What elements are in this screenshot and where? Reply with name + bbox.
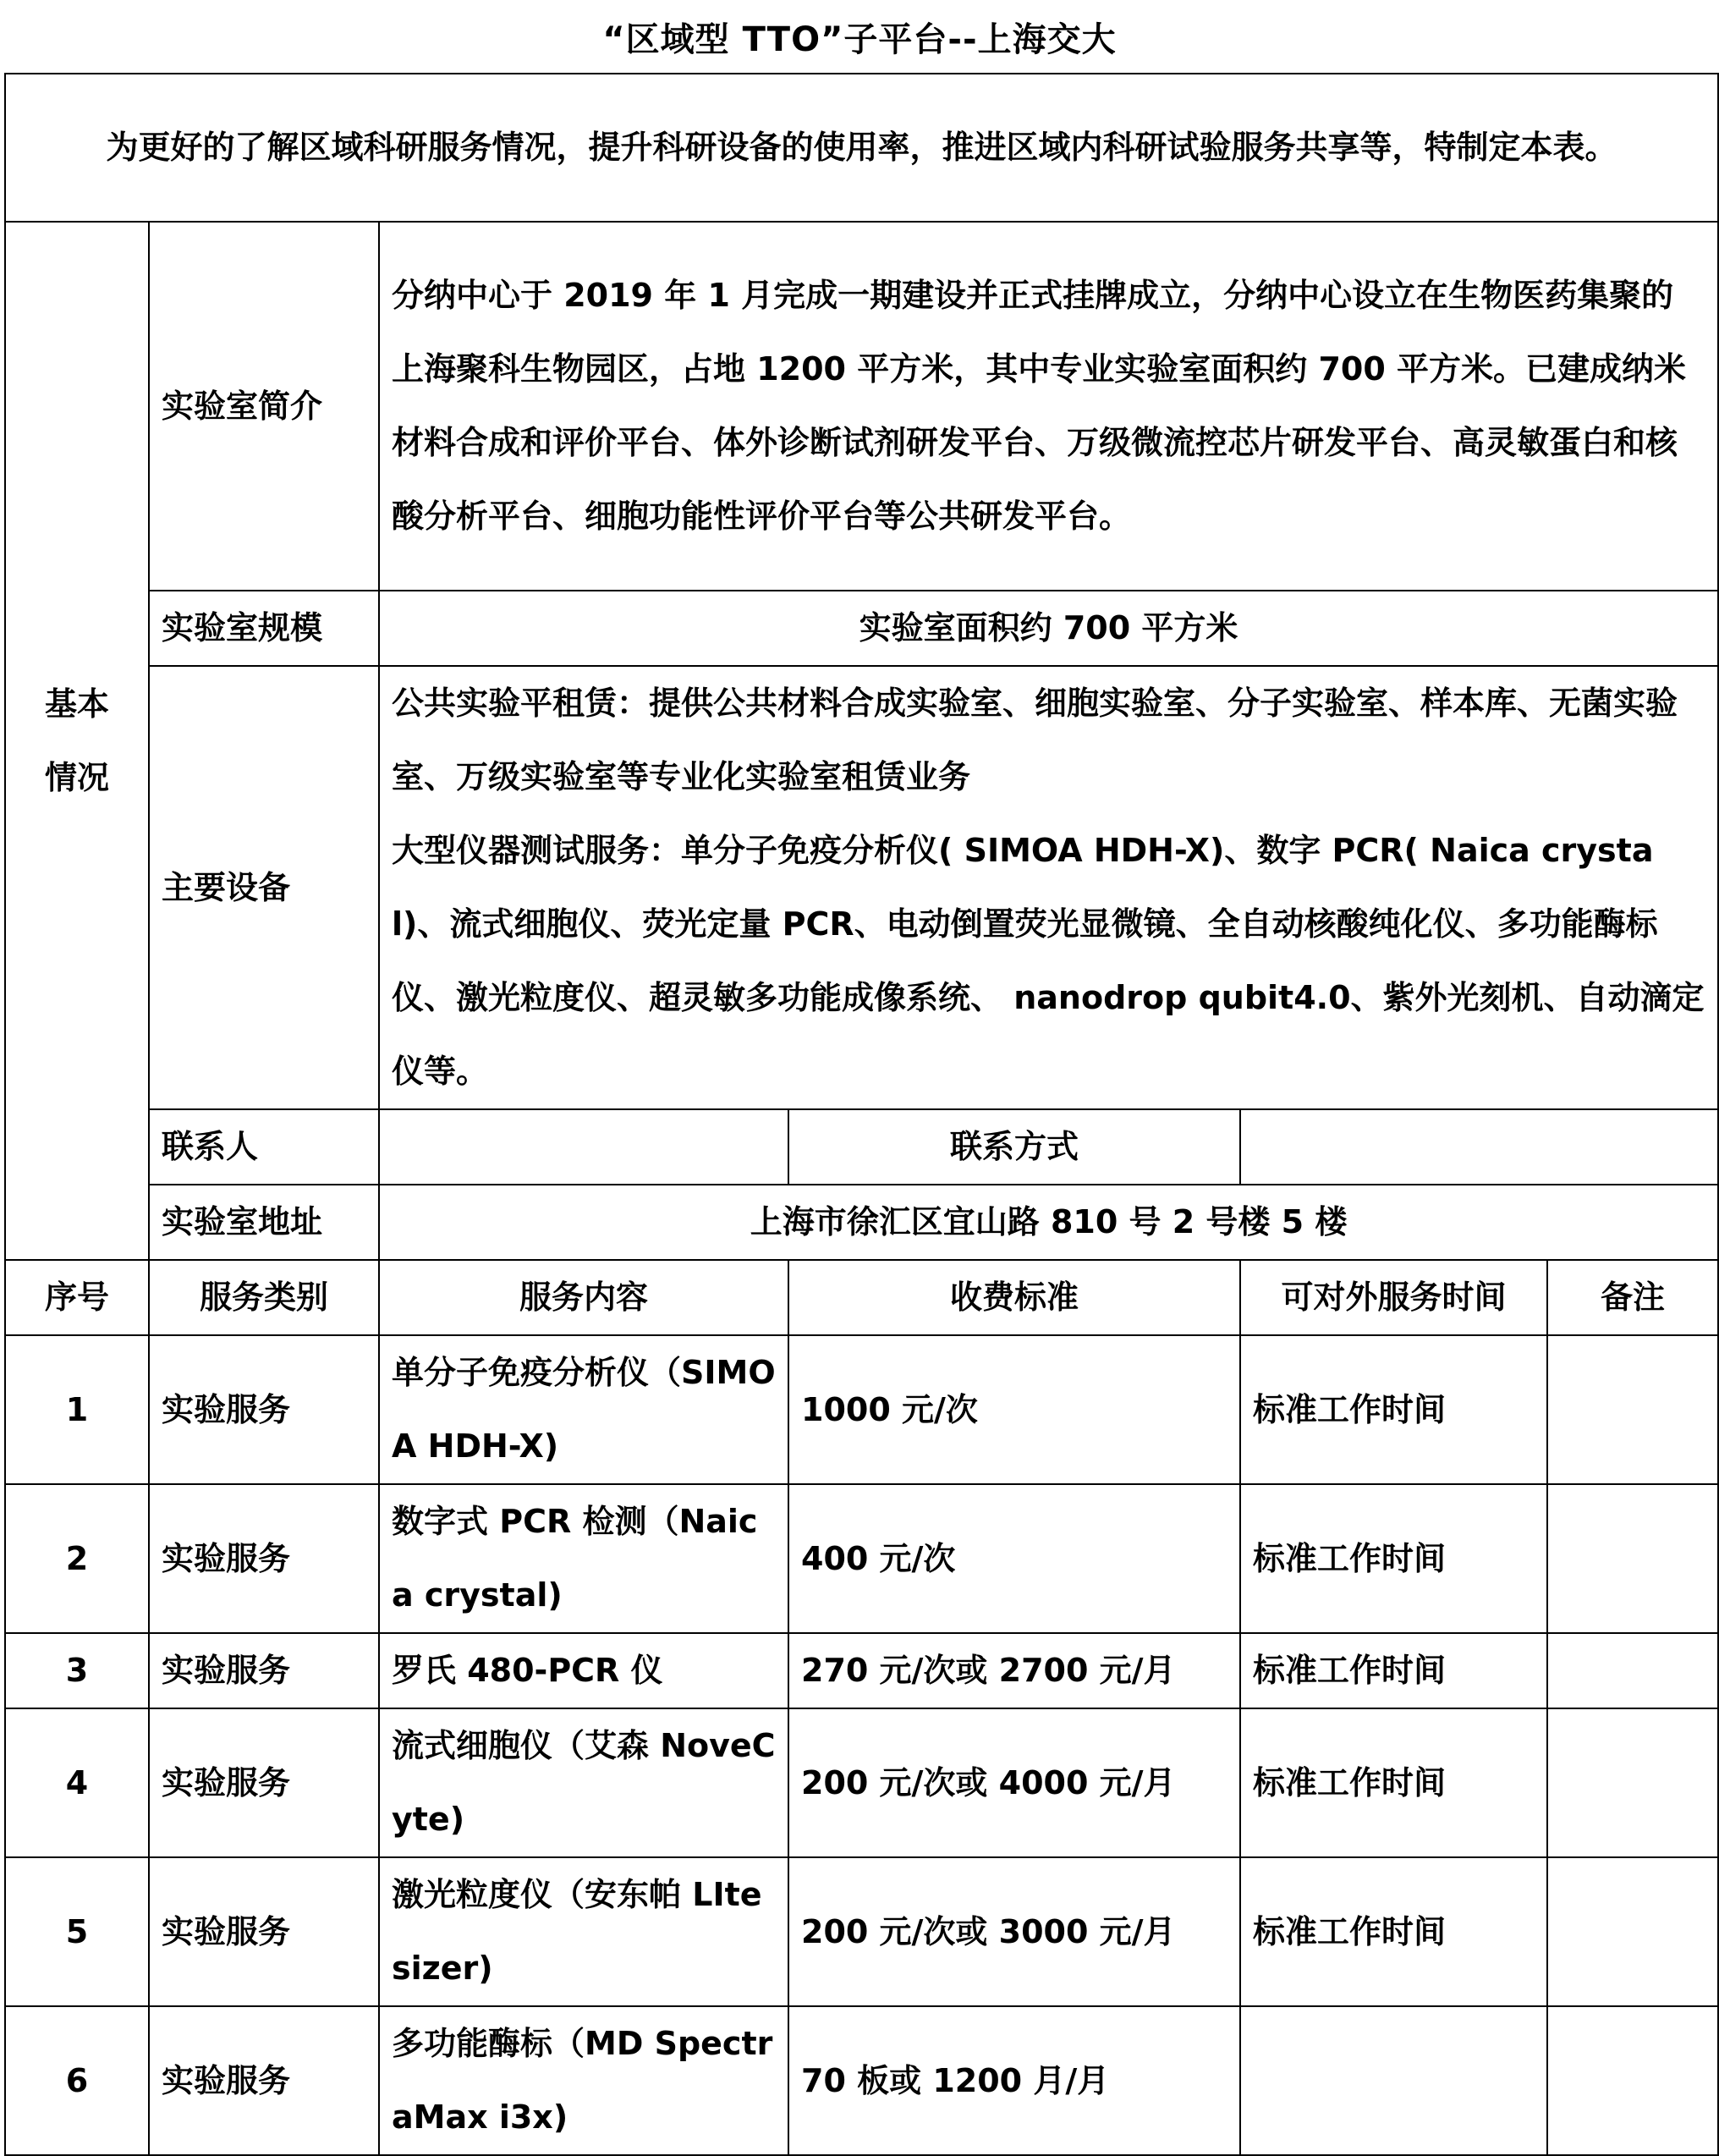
row-remark xyxy=(1547,2006,1718,2155)
row-no: 3 xyxy=(5,1633,149,1708)
equipment-label: 主要设备 xyxy=(149,666,379,1109)
row-remark xyxy=(1547,1484,1718,1633)
row-content: 流式细胞仪（艾森 NoveCyte) xyxy=(379,1708,788,1857)
row-no: 6 xyxy=(5,2006,149,2155)
contact-method-label: 联系方式 xyxy=(788,1109,1240,1185)
basic-info-group-label: 基本情况 xyxy=(5,222,149,1260)
row-fee: 400 元/次 xyxy=(788,1484,1240,1633)
row-category: 实验服务 xyxy=(149,1857,379,2006)
row-fee: 70 板或 1200 月/月 xyxy=(788,2006,1240,2155)
row-no: 1 xyxy=(5,1335,149,1484)
row-remark xyxy=(1547,1335,1718,1484)
table-row xyxy=(5,1335,1718,1484)
header-category: 服务类别 xyxy=(149,1260,379,1335)
row-category: 实验服务 xyxy=(149,2006,379,2155)
row-category: 实验服务 xyxy=(149,1708,379,1857)
address-row xyxy=(5,1185,1718,1260)
row-time: 标准工作时间 xyxy=(1240,1708,1547,1857)
equipment-text xyxy=(379,666,1718,1109)
address-text: 上海市徐汇区宜山路 810 号 2 号楼 5 楼 xyxy=(379,1185,1718,1260)
equipment-testing-text: 大型仪器测试服务：单分子免疫分析仪( SIMOA HDH-X)、数字 PCR( Naica crystal)、流式细胞仪、荧光定量 PCR、电动倒置荧光显微镜、全自动核酸纯化仪、多功能酶标仪、激光粒度仪、超灵敏多功能成像系统、 nanodrop qubit4.0、紫外光刻机、自动滴定仪等。 xyxy=(392,832,1705,1090)
contact-label: 联系人 xyxy=(149,1109,379,1185)
header-time: 可对外服务时间 xyxy=(1240,1260,1547,1335)
row-no: 5 xyxy=(5,1857,149,2006)
service-header-row xyxy=(5,1260,1718,1335)
row-fee: 200 元/次或 4000 元/月 xyxy=(788,1708,1240,1857)
equipment-row xyxy=(5,666,1718,1109)
row-content: 单分子免疫分析仪（SIMOA HDH-X) xyxy=(379,1335,788,1484)
equipment-rental-text: 公共实验平租赁：提供公共材料合成实验室、细胞实验室、分子实验室、样本库、无菌实验室、万级实验室等专业化实验室租赁业务 xyxy=(392,685,1678,795)
service-table xyxy=(4,73,1719,2156)
header-remark: 备注 xyxy=(1547,1260,1718,1335)
lab-scale-label: 实验室规模 xyxy=(149,591,379,666)
row-fee: 200 元/次或 3000 元/月 xyxy=(788,1857,1240,2006)
address-label: 实验室地址 xyxy=(149,1185,379,1260)
row-no: 2 xyxy=(5,1484,149,1633)
contact-value xyxy=(379,1109,788,1185)
contact-row xyxy=(5,1109,1718,1185)
lab-intro-row xyxy=(5,222,1718,591)
table-row xyxy=(5,1633,1718,1708)
row-time: 标准工作时间 xyxy=(1240,1633,1547,1708)
row-remark xyxy=(1547,1857,1718,2006)
table-row xyxy=(5,1708,1718,1857)
row-remark xyxy=(1547,1633,1718,1708)
row-content: 多功能酶标（MD SpectraMax i3x) xyxy=(379,2006,788,2155)
table-row xyxy=(5,1484,1718,1633)
row-content: 激光粒度仪（安东帕 LItesizer) xyxy=(379,1857,788,2006)
intro-text: 为更好的了解区域科研服务情况，提升科研设备的使用率，推进区域内科研试验服务共享等，特制定本表。 xyxy=(5,74,1718,222)
table-row xyxy=(5,1857,1718,2006)
header-no: 序号 xyxy=(5,1260,149,1335)
lab-intro-label: 实验室简介 xyxy=(149,222,379,591)
row-content: 数字式 PCR 检测（Naica crystal) xyxy=(379,1484,788,1633)
intro-row xyxy=(5,74,1718,222)
lab-intro-text: 分纳中心于 2019 年 1 月完成一期建设并正式挂牌成立，分纳中心设立在生物医药集聚的上海聚科生物园区，占地 1200 平方米，其中专业实验室面积约 700 平方米。已建成纳米材料合成和评价平台、体外诊断试剂研发平台、万级微流控芯片研发平台、高灵敏蛋白和核酸分析平台、细胞功能性评价平台等公共研发平台。 xyxy=(379,222,1718,591)
header-fee: 收费标准 xyxy=(788,1260,1240,1335)
lab-scale-row xyxy=(5,591,1718,666)
header-content: 服务内容 xyxy=(379,1260,788,1335)
row-fee: 270 元/次或 2700 元/月 xyxy=(788,1633,1240,1708)
row-no: 4 xyxy=(5,1708,149,1857)
table-row xyxy=(5,2006,1718,2155)
row-category: 实验服务 xyxy=(149,1484,379,1633)
contact-method-value xyxy=(1240,1109,1718,1185)
lab-scale-text: 实验室面积约 700 平方米 xyxy=(379,591,1718,666)
row-content: 罗氏 480-PCR 仪 xyxy=(379,1633,788,1708)
document-title: “区域型 TTO”子平台--上海交大 xyxy=(602,19,1117,59)
row-time: 标准工作时间 xyxy=(1240,1335,1547,1484)
row-time xyxy=(1240,2006,1547,2155)
row-time: 标准工作时间 xyxy=(1240,1857,1547,2006)
row-remark xyxy=(1547,1708,1718,1857)
row-time: 标准工作时间 xyxy=(1240,1484,1547,1633)
row-category: 实验服务 xyxy=(149,1633,379,1708)
row-category: 实验服务 xyxy=(149,1335,379,1484)
row-fee: 1000 元/次 xyxy=(788,1335,1240,1484)
